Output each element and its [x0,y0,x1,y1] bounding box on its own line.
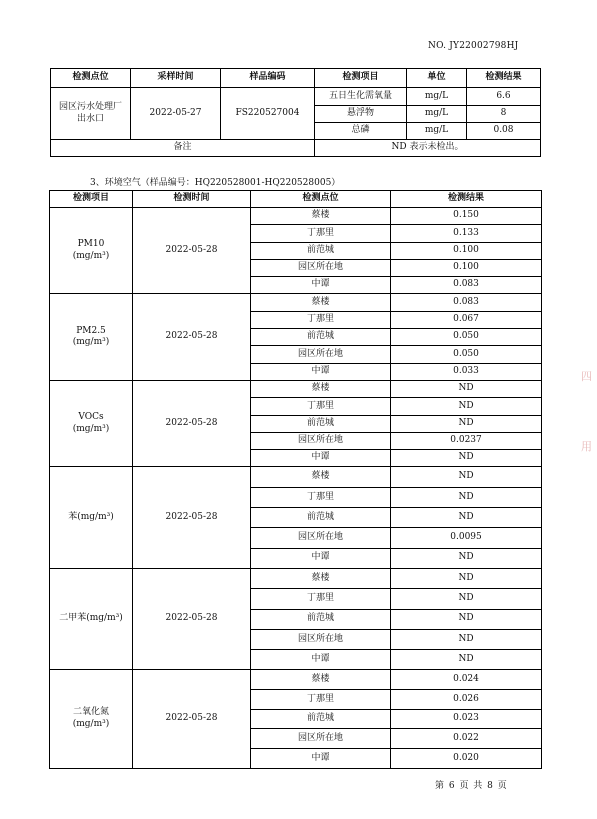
item-cell: 五日生化需氧量 [315,88,407,106]
result-cell: 0.050 [391,329,542,346]
stamp-fragment: 用 [581,440,592,453]
air-quality-table [49,190,542,769]
location-cell: 中谭 [251,749,391,769]
location-cell: 丁那里 [251,690,391,710]
result-cell: 0.022 [391,729,542,749]
unit-cell: mg/L [407,88,467,106]
section-title: 3、环境空气（样品编号：HQ220528001-HQ220528005） [90,178,341,188]
header-sample-time: 采样时间 [131,69,221,88]
result-cell: ND [391,415,542,432]
result-cell: 0.083 [391,277,542,294]
location-cell: 前范城 [251,609,391,629]
header-sample-code: 样品编码 [221,69,315,88]
location-cell: 中谭 [251,548,391,568]
location-cell: 园区所在地 [251,528,391,548]
test-date: 2022-05-28 [133,670,251,768]
air-row [50,467,542,487]
result-cell: ND [391,450,542,467]
header-time: 检测时间 [133,191,251,208]
pollutant-cell [50,208,133,294]
pollutant-name: PM10 [77,239,105,250]
remark-label: 备注 [51,140,315,157]
result-cell: 6.6 [467,88,541,106]
item-cell: 悬浮物 [315,106,407,123]
result-cell: ND [391,398,542,415]
location-cell: 前范城 [251,709,391,729]
location-cell: 蔡楼 [251,467,391,487]
pollutant-unit: (mg/m³) [72,719,110,730]
test-date: 2022-05-28 [133,568,251,669]
location-cell: 前范城 [251,242,391,259]
result-cell: 0.133 [391,225,542,242]
result-cell: 0.100 [391,259,542,276]
location-cell: 前范城 [251,415,391,432]
location-cell: 园区所在地 [251,729,391,749]
header-point: 检测点位 [251,191,391,208]
result-cell: 0.023 [391,709,542,729]
result-cell: ND [391,650,542,670]
pollutant-cell [50,380,133,466]
remark-text: ND 表示未检出。 [315,140,541,157]
result-cell: ND [391,589,542,609]
result-cell: 0.020 [391,749,542,769]
result-cell: ND [391,629,542,649]
result-cell: 0.033 [391,363,542,380]
result-cell: 0.050 [391,346,542,363]
location-cell: 中谭 [251,277,391,294]
pollutant-unit: (mg/m³) [72,337,110,348]
pollutant-name: 二甲苯(mg/m³) [59,613,123,624]
air-row [50,294,542,311]
result-cell: ND [391,467,542,487]
pollutant-name: 二氧化氮 [72,707,109,718]
result-cell: 0.150 [391,208,542,225]
location-cell: 中谭 [251,650,391,670]
pollutant-unit: (mg/m³) [72,423,110,434]
test-date: 2022-05-28 [133,467,251,568]
air-row [50,670,542,690]
location-cell: 蔡楼 [251,208,391,225]
location-cell: 蔡楼 [251,294,391,311]
air-row [50,568,542,588]
location-cell: 中谭 [251,363,391,380]
result-cell: 0.026 [391,690,542,710]
sampling-date: 2022-05-27 [131,88,221,140]
location-cell: 前范城 [251,508,391,528]
wastewater-results-table [50,68,541,157]
location-cell: 园区所在地 [251,629,391,649]
result-cell: ND [391,508,542,528]
header-result: 检测结果 [467,69,541,88]
location-cell: 蔡楼 [251,670,391,690]
location-cell: 蔡楼 [251,568,391,588]
location-cell: 园区所在地 [251,259,391,276]
pollutant-name: VOCs [78,412,104,423]
result-cell: 0.067 [391,311,542,328]
pollutant-unit: (mg/m³) [72,250,110,261]
result-cell: 0.083 [391,294,542,311]
location-cell: 丁那里 [251,398,391,415]
result-cell: 8 [467,106,541,123]
location-cell: 园区所在地 [251,346,391,363]
location-cell: 中谭 [251,450,391,467]
stamp-fragment: 四 [581,370,592,383]
result-cell: 0.0095 [391,528,542,548]
item-cell: 总磷 [315,123,407,140]
result-cell: ND [391,568,542,588]
air-row [50,380,542,397]
test-date: 2022-05-28 [133,208,251,294]
test-date: 2022-05-28 [133,294,251,380]
location-cell: 园区所在地 [251,432,391,449]
location-cell: 蔡楼 [251,380,391,397]
sampling-point: 园区污水处理厂出水口 [51,88,131,140]
result-cell: 0.0237 [391,432,542,449]
location-cell: 丁那里 [251,311,391,328]
location-cell: 丁那里 [251,487,391,507]
pollutant-cell [50,294,133,380]
header-result: 检测结果 [391,191,542,208]
pollutant-cell [50,670,133,768]
air-row [50,208,542,225]
result-cell: ND [391,609,542,629]
location-cell: 前范城 [251,329,391,346]
location-cell: 丁那里 [251,225,391,242]
pollutant-name: PM2.5 [76,325,106,336]
test-date: 2022-05-28 [133,380,251,466]
result-cell: 0.08 [467,123,541,140]
header-unit: 单位 [407,69,467,88]
unit-cell: mg/L [407,106,467,123]
header-item: 检测项目 [315,69,407,88]
unit-cell: mg/L [407,123,467,140]
result-cell: ND [391,487,542,507]
result-cell: 0.024 [391,670,542,690]
page-footer: 第 6 页 共 8 页 [435,781,508,791]
result-cell: ND [391,548,542,568]
sample-code: FS220527004 [221,88,315,140]
header-item: 检测项目 [50,191,133,208]
pollutant-cell [50,467,133,568]
result-cell: ND [391,380,542,397]
document-number: NO. JY22002798HJ [428,41,519,51]
pollutant-name: 苯(mg/m³) [68,511,114,522]
header-point: 检测点位 [51,69,131,88]
location-cell: 丁那里 [251,589,391,609]
pollutant-cell [50,568,133,669]
result-cell: 0.100 [391,242,542,259]
